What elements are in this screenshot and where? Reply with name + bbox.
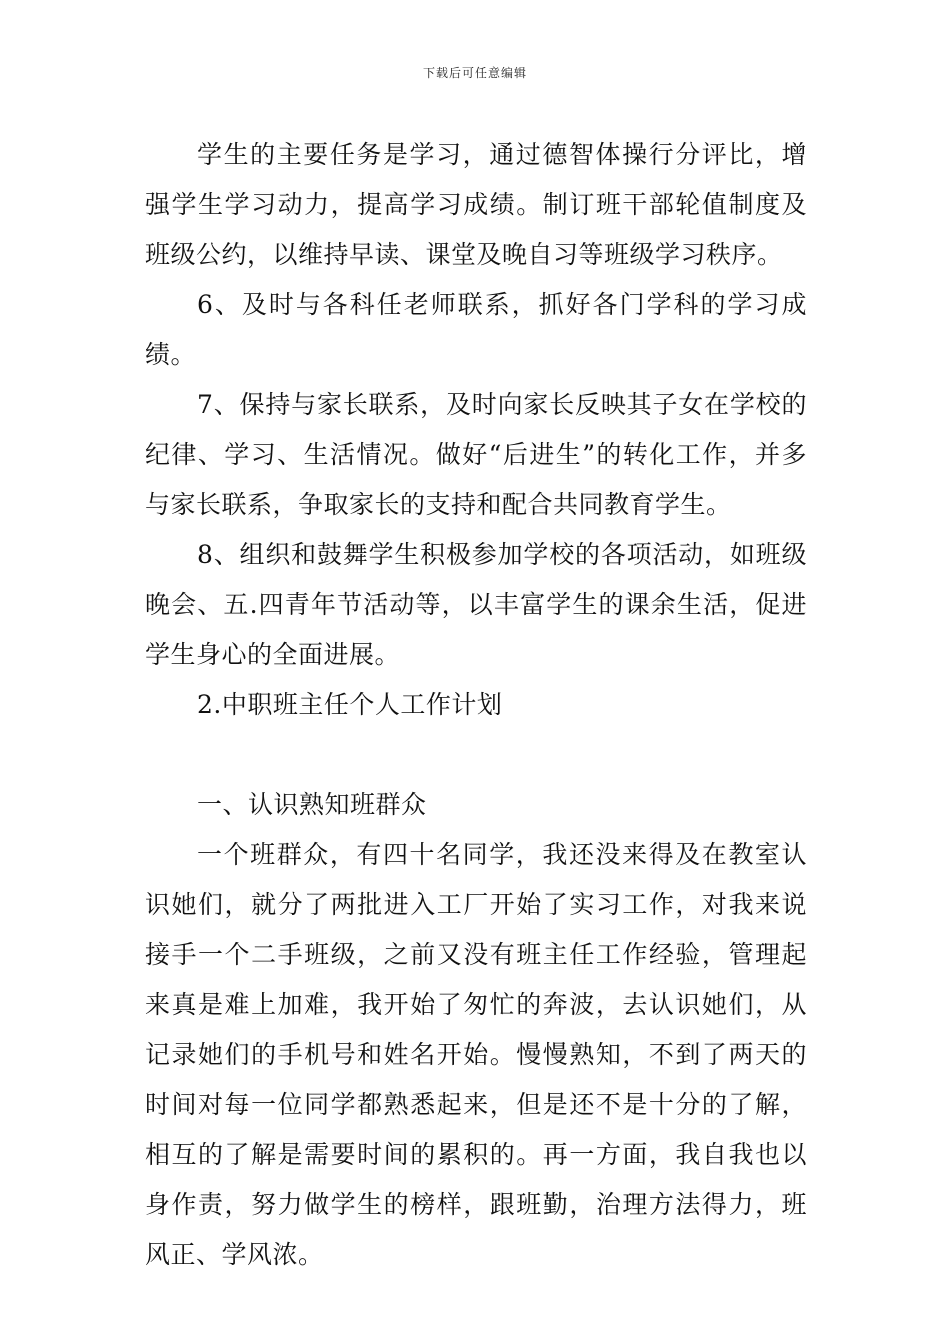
section-title-plan-2: 2.中职班主任个人工作计划 xyxy=(197,690,503,719)
paragraph-study-tasks: 学生的主要任务是学习，通过德智体操行分评比，增强学生学习动力，提高学习成绩。制订班干部轮值制度及班级公约，以维持早读、课堂及晚自习等班级学习秩序。 xyxy=(145,140,807,269)
document-body xyxy=(145,130,807,1280)
paragraph-item-6: 6、及时与各科任老师联系，抓好各门学科的学习成绩。 xyxy=(145,290,807,369)
blank-line xyxy=(145,730,807,780)
section-heading-1: 一、认识熟知班群众 xyxy=(197,790,427,819)
paragraph-item-7: 7、保持与家长联系，及时向家长反映其子女在学校的纪律、学习、生活情况。做好“后进生”的转化工作，并多与家长联系，争取家长的支持和配合共同教育学生。 xyxy=(145,390,807,519)
page-header-note: 下载后可任意编辑 xyxy=(422,66,527,80)
paragraph-class-intro: 一个班群众，有四十名同学，我还没来得及在教室认识她们，就分了两批进入工厂开始了实习工作，对我来说接手一个二手班级，之前又没有班主任工作经验，管理起来真是难上加难，我开始了匆忙的奔波，去认识她们，从记录她们的手机号和姓名开始。慢慢熟知，不到了两天的时间对每一位同学都熟悉起来，但是还不是十分的了解，相互的了解是需要时间的累积的。再一方面，我自我也以身作责，努力做学生的榜样，跟班勤，治理方法得力，班风正、学风浓。 xyxy=(145,840,807,1269)
paragraph-item-8: 8、组织和鼓舞学生积极参加学校的各项活动，如班级晚会、五.四青年节活动等，以丰富学生的课余生活，促进学生身心的全面进展。 xyxy=(145,540,807,669)
